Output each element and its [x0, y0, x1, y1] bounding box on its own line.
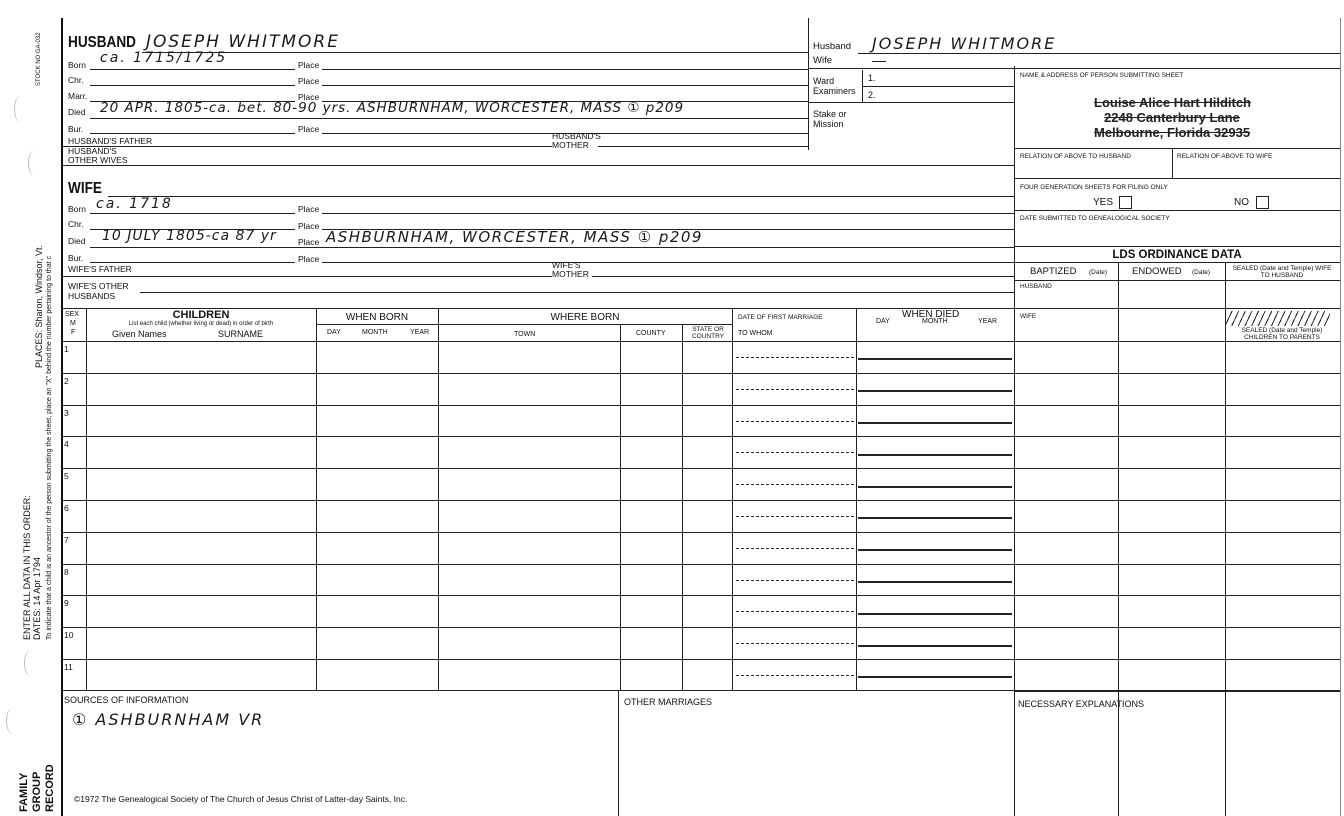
- town-label: TOWN: [514, 331, 536, 338]
- no-checkbox[interactable]: [1256, 196, 1269, 209]
- born-year: YEAR: [410, 329, 430, 336]
- husband-heading: HUSBAND: [68, 34, 136, 51]
- lds-row-line: [1014, 468, 1340, 469]
- order-note: ENTER ALL DATA IN THIS ORDER:: [22, 495, 32, 640]
- rule: [62, 165, 1014, 166]
- lds-row-line: [1014, 595, 1340, 596]
- marriage-dash: [736, 484, 854, 485]
- marriage-dash: [736, 580, 854, 581]
- lds-title: LDS ORDINANCE DATA: [1112, 249, 1242, 261]
- rule: [322, 213, 1014, 214]
- hatched-cell: [1226, 311, 1330, 326]
- marriage-dash: [736, 548, 854, 549]
- died-line: [858, 390, 1012, 392]
- where-born-label: WHERE BORN: [550, 312, 620, 323]
- husband-other-wives-label: HUSBAND'S OTHER WIVES: [68, 146, 128, 165]
- place-label: Place: [298, 204, 320, 214]
- rule: [316, 324, 732, 325]
- rule: [1014, 210, 1340, 211]
- marriage-dash: [736, 643, 854, 644]
- died-line: [858, 517, 1012, 519]
- child-row-number: 3: [64, 407, 69, 418]
- child-row-line: [62, 468, 1014, 469]
- lds-wife-row: WIFE: [1020, 313, 1037, 320]
- child-row-line: [62, 627, 1014, 628]
- rule: [90, 247, 1014, 248]
- place-label: Place: [298, 124, 320, 134]
- husband-died-value: 20 APR. 1805-ca. bet. 80-90 yrs. ASHBURNHAM, WORCESTER, MASS ① p209: [100, 100, 685, 116]
- marriage-dash: [736, 675, 854, 676]
- col-line: [316, 308, 317, 690]
- rule: [862, 86, 1014, 87]
- rule: [592, 276, 1014, 277]
- child-row-number: 8: [64, 566, 69, 577]
- child-row-number: 7: [64, 534, 69, 545]
- rule: [108, 196, 1014, 197]
- marriage-dash: [736, 421, 854, 422]
- left-border: [61, 18, 63, 816]
- sex-label: SEX: [65, 311, 80, 318]
- rule: [598, 146, 808, 147]
- child-row-line: [62, 564, 1014, 565]
- first-marriage-label: DATE OF FIRST MARRIAGE: [738, 314, 823, 321]
- rel-husband-label: RELATION OF ABOVE TO HUSBAND: [1020, 153, 1131, 160]
- child-row-number: 9: [64, 598, 69, 609]
- child-row-number: 4: [64, 439, 69, 450]
- died-line: [858, 676, 1012, 678]
- wife-died-place: ASHBURNHAM, WORCESTER, MASS ① p209: [326, 228, 703, 246]
- marriage-dash: [736, 516, 854, 517]
- explanations-label: NECESSARY EXPLANATIONS: [1018, 699, 1145, 709]
- rel-wife-label: RELATION OF ABOVE TO WIFE: [1177, 153, 1273, 160]
- rule: [872, 61, 886, 62]
- divider: [1118, 262, 1119, 816]
- form-title-line2: GROUP: [31, 771, 43, 812]
- stake-label: Stake or Mission: [813, 109, 847, 129]
- col-line: [682, 324, 683, 690]
- rule: [808, 102, 1014, 103]
- sources-value: ① ASHBURNHAM VR: [72, 710, 265, 729]
- place-label: Place: [298, 237, 320, 247]
- child-row-line: [62, 532, 1014, 533]
- divider: [618, 690, 619, 816]
- died-year: YEAR: [978, 318, 998, 325]
- wife-died-value: 10 JULY 1805-ca 87 yr: [102, 228, 277, 244]
- child-row-line: [62, 373, 1014, 374]
- husband-born-value: ca. 1715/1725: [100, 50, 228, 66]
- place-label: Place: [298, 254, 320, 264]
- dates-note: DATES: 14 Apr 1794: [32, 557, 42, 640]
- husband-mother-label: HUSBAND'S MOTHER: [552, 131, 601, 150]
- col-line: [438, 308, 439, 690]
- tr-wife-label: Wife: [813, 55, 832, 66]
- died-line: [858, 422, 1012, 424]
- lds-row-line: [1014, 532, 1340, 533]
- rule: [1014, 280, 1340, 281]
- child-row-line: [62, 659, 1014, 660]
- ancestor-note: To indicate that a child is an ancestor of the person submitting the sheet, place an "X" behind the number pertaining to that c: [46, 256, 53, 640]
- other-marriages-label: OTHER MARRIAGES: [624, 697, 713, 707]
- child-row-number: 11: [64, 662, 73, 672]
- wife-chr-label: Chr.: [68, 219, 84, 229]
- husband-chr-label: Chr.: [68, 75, 84, 85]
- place-label: Place: [298, 92, 320, 102]
- col-line: [86, 308, 87, 690]
- tr-husband-value: JOSEPH WHITMORE: [872, 34, 1057, 53]
- born-day: DAY: [327, 329, 341, 336]
- no-label: NO: [1234, 197, 1249, 208]
- place-label: Place: [298, 221, 320, 231]
- husband-bur-label: Bur.: [68, 124, 84, 134]
- punch-hole: [6, 708, 19, 734]
- wife-born-value: ca. 1718: [96, 196, 173, 212]
- form-title-line1: FAMILY: [18, 772, 30, 812]
- date-note: (Date): [1089, 269, 1108, 276]
- died-line: [858, 645, 1012, 647]
- died-day: DAY: [876, 318, 890, 325]
- rule: [322, 85, 808, 86]
- lds-husband-row: HUSBAND: [1020, 283, 1052, 290]
- child-row-number: 5: [64, 471, 69, 482]
- place-label: Place: [298, 60, 320, 70]
- rule: [322, 262, 1014, 263]
- submitter-line3: Melbourne, Florida 32935: [1094, 125, 1251, 140]
- wife-bur-label: Bur.: [68, 253, 84, 263]
- lds-row-line: [1014, 500, 1340, 501]
- child-row-number: 10: [64, 630, 74, 641]
- sex-f: F: [71, 329, 76, 336]
- rule: [90, 69, 295, 70]
- child-row-number: 6: [64, 503, 69, 513]
- divider: [1172, 148, 1173, 178]
- rule: [90, 213, 295, 214]
- children-note: List each child (whether living or dead) in order of birth: [128, 321, 274, 327]
- submitter-line1: Louise Alice Hart Hilditch: [1094, 95, 1251, 110]
- col-line: [732, 308, 733, 690]
- born-month: MONTH: [362, 329, 388, 336]
- lds-row-line: [1014, 564, 1340, 565]
- marriage-dash: [736, 357, 854, 358]
- husband-father-label: HUSBAND'S FATHER: [68, 136, 153, 146]
- wife-born-label: Born: [68, 204, 86, 214]
- child-row-number: 2: [64, 375, 69, 386]
- died-line: [858, 581, 1012, 583]
- col-line: [620, 324, 621, 690]
- sources-label: SOURCES OF INFORMATION: [64, 695, 189, 705]
- submitter-label: NAME & ADDRESS OF PERSON SUBMITTING SHEET: [1020, 72, 1184, 79]
- died-line: [858, 486, 1012, 488]
- col-line: [856, 308, 857, 690]
- sealed-children-label: SEALED (Date and Temple) CHILDREN TO PARENTS: [1241, 327, 1323, 341]
- examiner-1: 1.: [868, 73, 876, 83]
- died-line: [858, 454, 1012, 456]
- rule: [1014, 178, 1340, 179]
- child-row-line: [62, 405, 1014, 406]
- wife-mother-label: WIFE'S MOTHER: [552, 260, 589, 279]
- form-title-line3: RECORD: [44, 764, 56, 812]
- date-submitted-label: DATE SUBMITTED TO GENEALOGICAL SOCIETY: [1020, 215, 1170, 222]
- submitter-line2: 2248 Canterbury Lane: [1104, 110, 1240, 125]
- rule: [858, 53, 1340, 54]
- child-row-line: [62, 500, 1014, 501]
- punch-hole: [28, 150, 41, 176]
- wife-father-label: WIFE'S FATHER: [68, 264, 132, 274]
- endowed-label: ENDOWED: [1132, 266, 1182, 277]
- rule: [1014, 246, 1340, 247]
- died-line: [858, 613, 1012, 615]
- place-label: Place: [298, 76, 320, 86]
- when-born-label: WHEN BORN: [345, 312, 409, 323]
- copyright: ©1972 The Genealogical Society of The Church of Jesus Christ of Latter-day Saints, Inc.: [74, 794, 408, 804]
- sex-m: M: [70, 320, 76, 327]
- marriage-dash: [736, 611, 854, 612]
- rule: [62, 276, 552, 277]
- yes-label: YES: [1093, 197, 1114, 208]
- rule: [142, 52, 808, 53]
- lds-row-line: [1014, 627, 1340, 628]
- yes-checkbox[interactable]: [1119, 196, 1132, 209]
- died-line: [858, 358, 1012, 360]
- four-gen-label: FOUR GENERATION SHEETS FOR FILING ONLY: [1020, 184, 1168, 191]
- baptized-label: BAPTIZED: [1030, 266, 1077, 277]
- lds-row-line: [1014, 659, 1340, 660]
- tr-husband-label: Husband: [813, 41, 852, 52]
- marriage-dash: [736, 452, 854, 453]
- surname-label: SURNAME: [218, 329, 264, 339]
- child-row-line: [62, 436, 1014, 437]
- right-border: [1340, 18, 1341, 816]
- lds-row-line: [1014, 405, 1340, 406]
- lds-row-line: [1014, 436, 1340, 437]
- given-names-label: Given Names: [112, 329, 167, 339]
- stock-number: STOCK NO GA-032: [36, 32, 42, 86]
- wife-other-husbands-label: WIFE'S OTHER HUSBANDS: [68, 281, 129, 301]
- rule: [808, 68, 1340, 69]
- rule: [322, 69, 808, 70]
- examiners-label: Examiners: [813, 86, 856, 96]
- died-month: MONTH: [922, 318, 948, 325]
- rule: [90, 85, 295, 86]
- punch-hole: [24, 650, 37, 676]
- punch-hole: [14, 96, 27, 122]
- sealed-wife-label: SEALED (Date and Temple) WIFE TO HUSBAND: [1232, 265, 1332, 279]
- to-whom-label: TO WHOM: [738, 330, 773, 337]
- husband-name: JOSEPH WHITMORE: [146, 32, 340, 52]
- date-note: (Date): [1192, 269, 1211, 276]
- rule: [90, 118, 808, 119]
- county-label: COUNTY: [636, 330, 666, 337]
- husband-marr-label: Marr.: [68, 91, 88, 101]
- rule: [62, 341, 1340, 342]
- wife-died-label: Died: [68, 236, 86, 246]
- state-country-label: STATE OR COUNTRY: [691, 326, 725, 340]
- lds-row-line: [1014, 373, 1340, 374]
- rule: [1014, 148, 1340, 149]
- children-title: CHILDREN: [172, 309, 230, 321]
- child-row-line: [62, 595, 1014, 596]
- died-line: [858, 549, 1012, 551]
- rule: [62, 690, 1340, 691]
- husband-born-label: Born: [68, 60, 86, 70]
- ward-label: Ward: [813, 76, 835, 86]
- rule: [1014, 262, 1340, 263]
- rule: [90, 133, 295, 134]
- wife-heading: WIFE: [68, 180, 102, 197]
- husband-died-label: Died: [68, 107, 86, 117]
- rule: [140, 292, 1014, 293]
- divider: [808, 18, 809, 150]
- places-note: PLACES: Sharon, Windsor, Vt.: [34, 244, 44, 368]
- examiner-2: 2.: [868, 90, 876, 100]
- child-row-number: 1: [64, 344, 69, 354]
- rule: [90, 262, 295, 263]
- when-died-label: WHEN DIED: [902, 309, 960, 320]
- divider: [1225, 262, 1226, 816]
- marriage-dash: [736, 389, 854, 390]
